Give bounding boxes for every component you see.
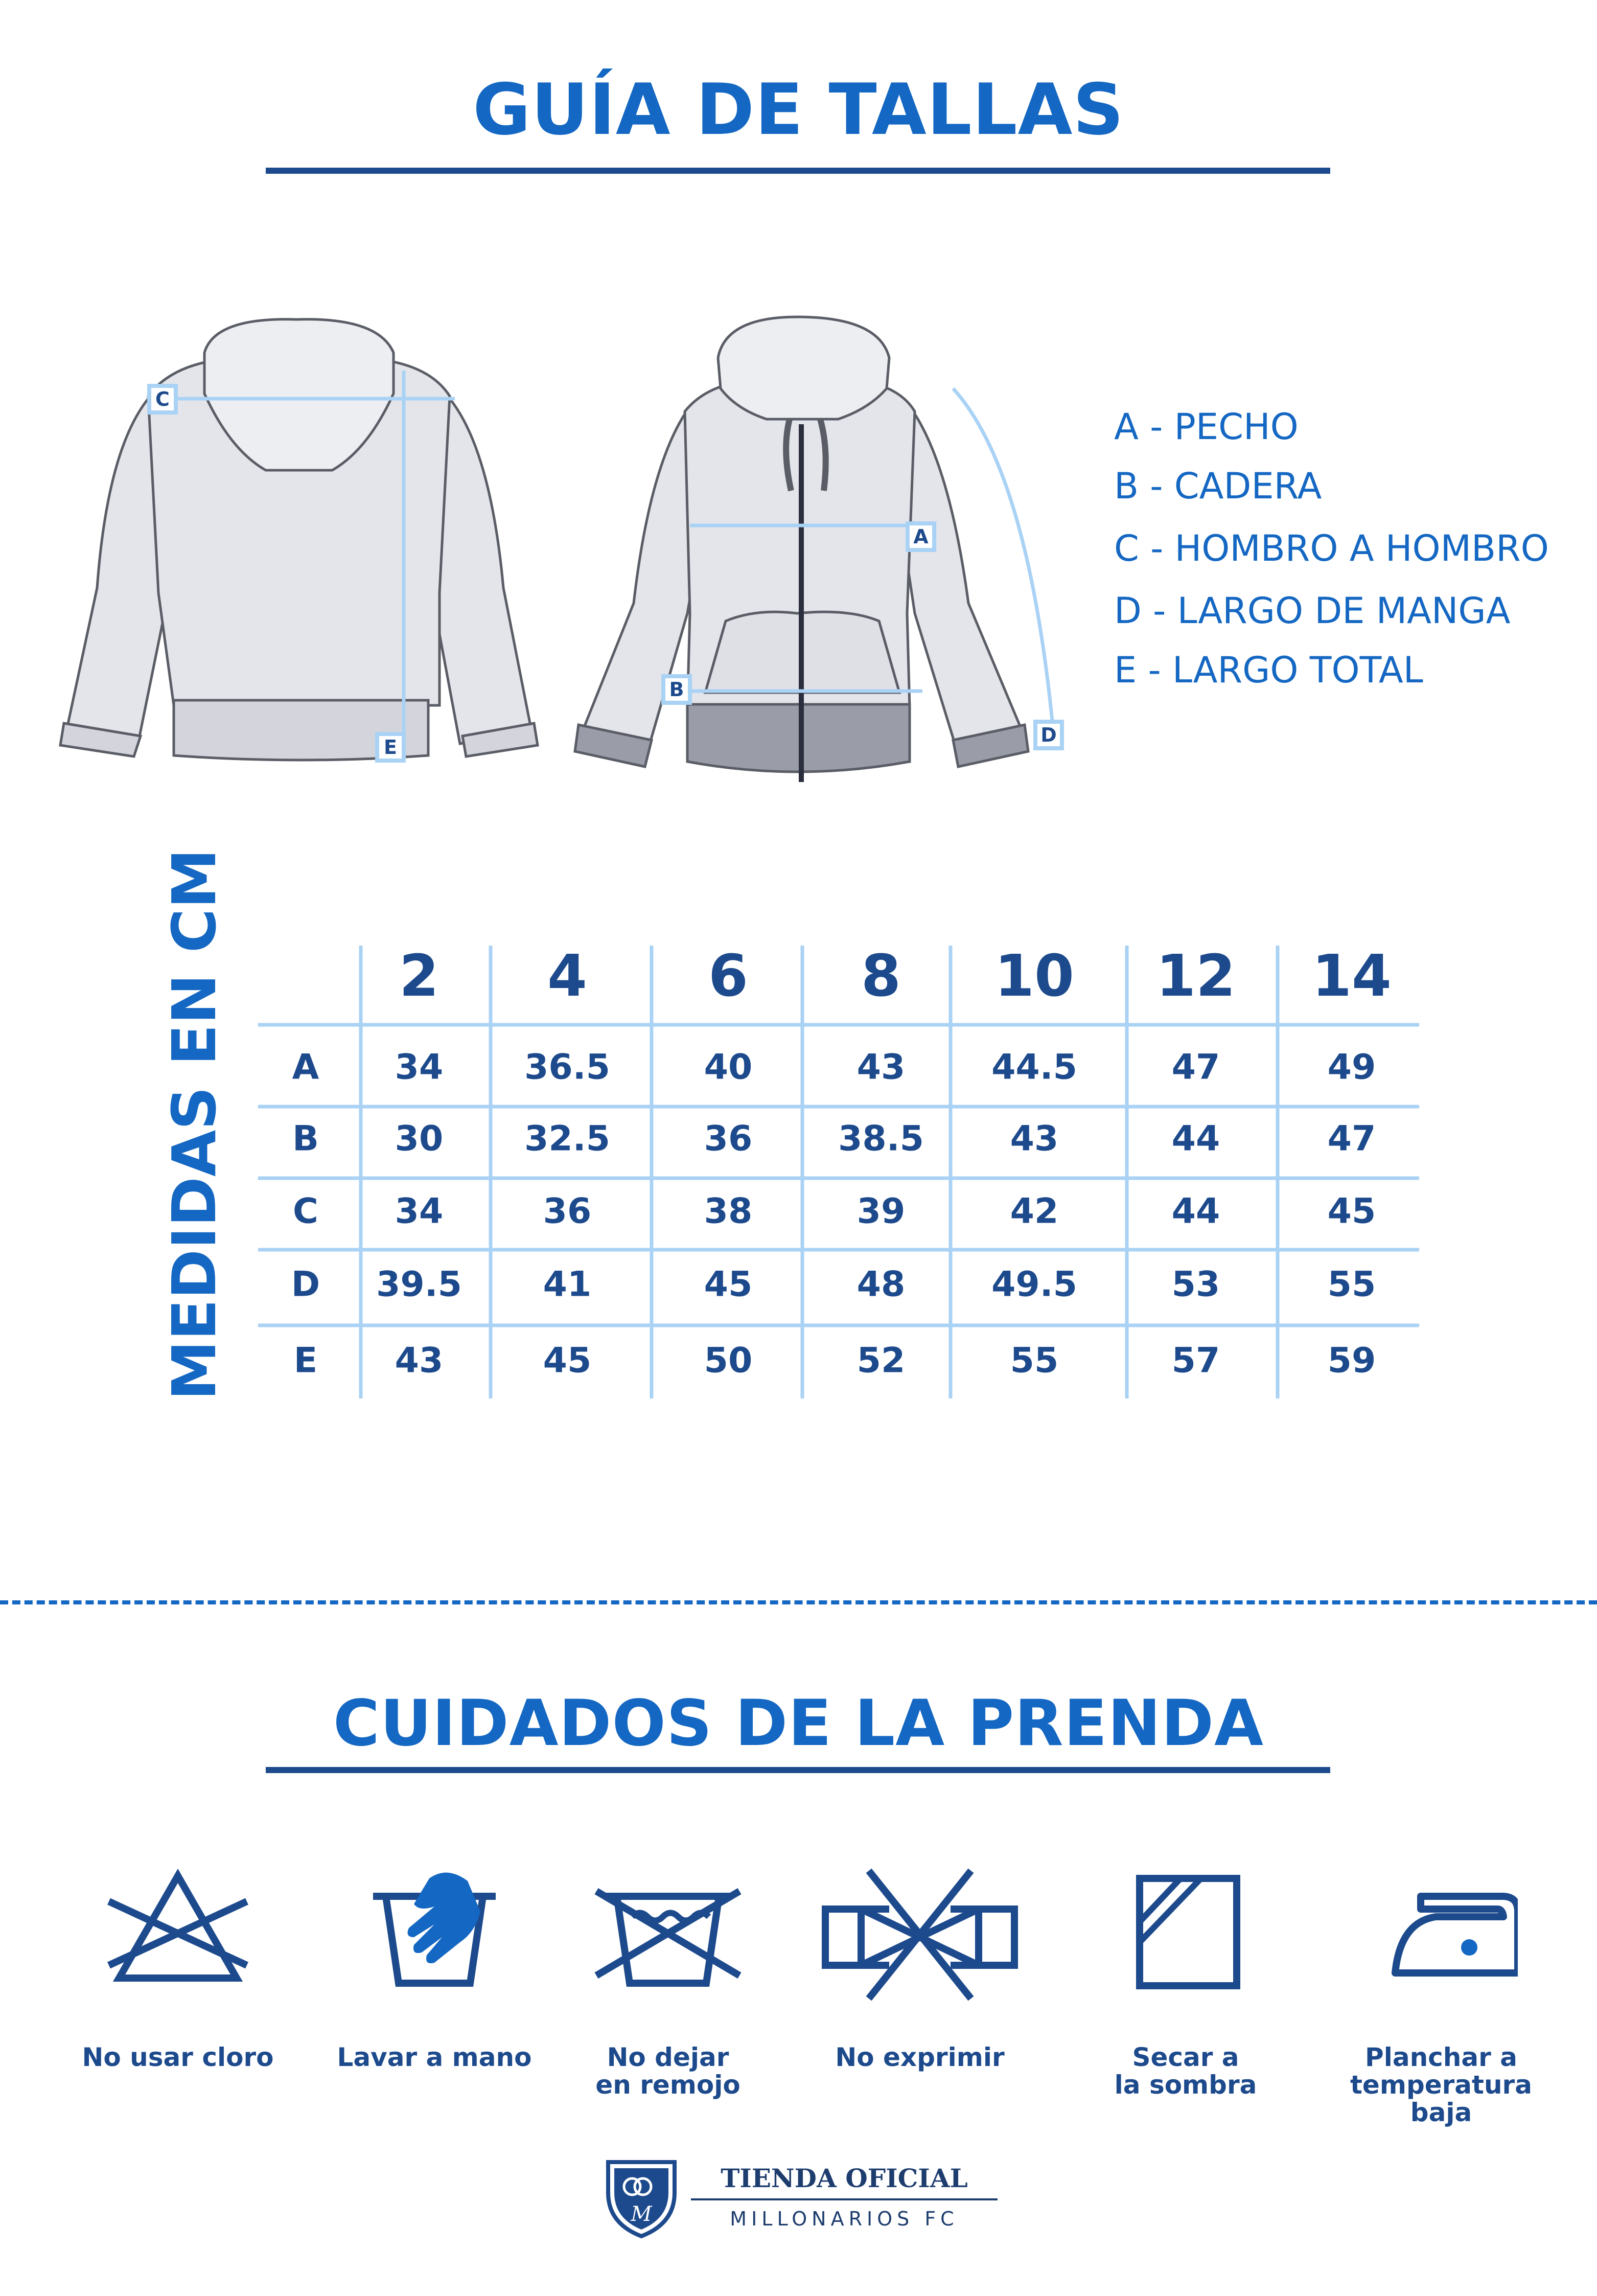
- care-title: CUIDADOS DE LA PRENDA: [333, 1687, 1264, 1760]
- size-header-2: 2: [399, 943, 439, 1009]
- legend-item-c: C - HOMBRO A HOMBRO: [1114, 527, 1549, 569]
- care-title-underline: [266, 1767, 1330, 1773]
- care-item-6: [1318, 1866, 1564, 2126]
- legend-item-a: A - PECHO: [1114, 406, 1299, 448]
- store-label: TIENDA OFICIAL: [721, 2163, 968, 2193]
- care-item-2: [312, 1866, 557, 2071]
- cell-c-2: 34: [395, 1191, 444, 1232]
- care-label: Planchar a temperatura baja: [1350, 2042, 1532, 2127]
- cell-e-14: 59: [1327, 1340, 1376, 1381]
- cell-e-8: 52: [857, 1340, 906, 1381]
- care-label: Secar a la sombra: [1114, 2042, 1257, 2100]
- brand-label: MILLONARIOS FC: [730, 2208, 959, 2230]
- care-label: No dejar en remojo: [595, 2042, 740, 2100]
- care-label: No exprimir: [835, 2042, 1005, 2072]
- club-crest: [603, 2157, 680, 2239]
- cell-a-8: 43: [857, 1047, 906, 1088]
- marker-d: D: [1040, 724, 1057, 746]
- cell-d-14: 55: [1327, 1264, 1376, 1305]
- marker-c: C: [155, 388, 170, 410]
- care-item-4: [797, 1866, 1043, 2071]
- cell-c-14: 45: [1327, 1191, 1376, 1232]
- cell-d-8: 48: [857, 1264, 906, 1305]
- care-item-5: [1063, 1866, 1308, 2099]
- cell-d-2: 39.5: [376, 1264, 462, 1305]
- store-logo-text: [691, 2163, 998, 2230]
- cell-c-10: 42: [1010, 1191, 1059, 1232]
- cell-a-4: 36.5: [524, 1047, 610, 1088]
- cell-e-10: 55: [1010, 1340, 1059, 1381]
- row-label-a: A: [292, 1047, 319, 1088]
- care-item-3: [545, 1866, 791, 2099]
- no-soak-icon: [591, 1866, 745, 2004]
- cell-b-10: 43: [1010, 1118, 1059, 1159]
- cell-a-6: 40: [704, 1047, 753, 1088]
- cell-b-2: 30: [395, 1118, 444, 1159]
- cell-d-4: 41: [543, 1264, 592, 1305]
- care-item-1: [55, 1866, 300, 2071]
- cell-d-10: 49.5: [991, 1264, 1077, 1305]
- cell-a-10: 44.5: [991, 1047, 1077, 1088]
- cell-b-12: 44: [1171, 1118, 1220, 1159]
- iron-low-icon: [1364, 1866, 1518, 2004]
- store-logo-rule: [691, 2198, 998, 2200]
- table-side-label: MEDIDAS EN CM: [159, 848, 229, 1400]
- cell-a-2: 34: [395, 1047, 444, 1088]
- cell-d-12: 53: [1171, 1264, 1220, 1305]
- marker-e: E: [384, 736, 397, 759]
- dry-in-shade-icon: [1109, 1866, 1262, 2004]
- size-header-4: 4: [547, 943, 587, 1009]
- cell-b-14: 47: [1327, 1118, 1376, 1159]
- care-label: No usar cloro: [82, 2042, 274, 2072]
- no-wring-icon: [818, 1866, 1022, 2004]
- hand-wash-icon: [358, 1866, 511, 2004]
- row-label-e: E: [293, 1340, 318, 1381]
- marker-b: B: [669, 678, 684, 701]
- cell-e-4: 45: [543, 1340, 592, 1381]
- cell-b-6: 36: [704, 1118, 753, 1159]
- legend-item-e: E - LARGO TOTAL: [1114, 649, 1423, 691]
- cell-c-6: 38: [704, 1191, 753, 1232]
- size-header-10: 10: [994, 943, 1074, 1009]
- row-label-d: D: [291, 1264, 320, 1305]
- legend-item-b: B - CADERA: [1114, 465, 1322, 507]
- cell-d-6: 45: [704, 1264, 753, 1305]
- legend-item-d: D - LARGO DE MANGA: [1114, 590, 1511, 632]
- cell-b-4: 32.5: [524, 1118, 610, 1159]
- size-guide-title: GUÍA DE TALLAS: [473, 68, 1124, 151]
- cell-a-14: 49: [1327, 1047, 1376, 1088]
- cell-e-6: 50: [704, 1340, 753, 1381]
- size-header-12: 12: [1156, 943, 1236, 1009]
- cell-b-8: 38.5: [838, 1118, 924, 1159]
- cell-c-8: 39: [857, 1191, 906, 1232]
- marker-a: A: [913, 525, 929, 548]
- row-label-c: C: [293, 1191, 318, 1232]
- size-header-6: 6: [708, 943, 748, 1009]
- cell-a-12: 47: [1171, 1047, 1220, 1088]
- row-label-b: B: [292, 1118, 319, 1159]
- no-bleach-icon: [101, 1866, 254, 2004]
- size-header-8: 8: [861, 943, 901, 1009]
- cell-c-4: 36: [543, 1191, 592, 1232]
- care-label: Lavar a mano: [337, 2042, 532, 2072]
- cell-e-12: 57: [1171, 1340, 1220, 1381]
- section-divider: [0, 1600, 1597, 1604]
- crest-letter: M: [631, 2202, 652, 2226]
- cell-c-12: 44: [1171, 1191, 1220, 1232]
- cell-e-2: 43: [395, 1340, 444, 1381]
- size-header-14: 14: [1312, 943, 1392, 1009]
